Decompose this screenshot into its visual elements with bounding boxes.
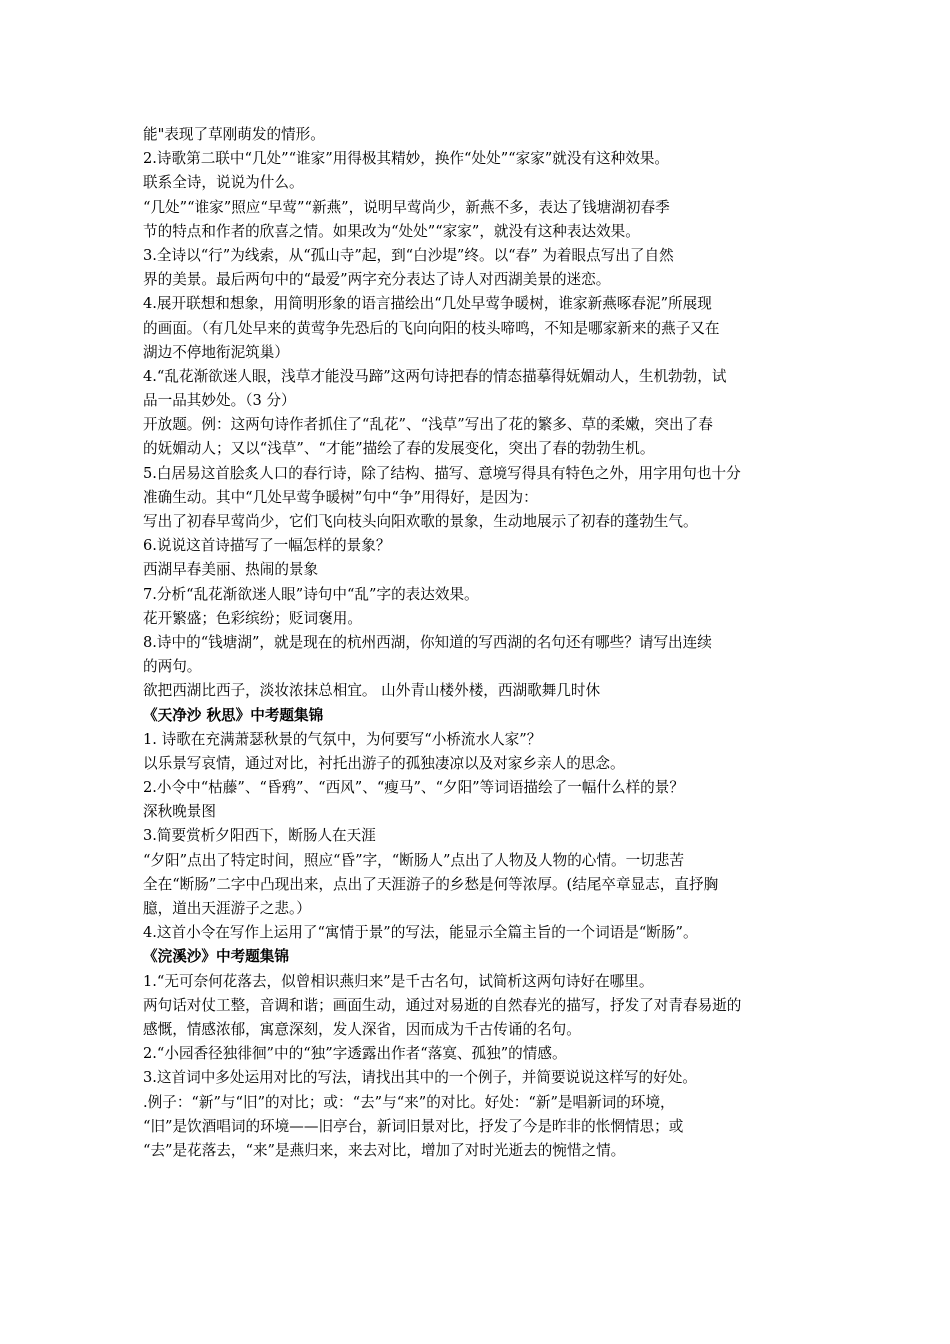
text-line: 4.“乱花渐欲迷人眼，浅草才能没马蹄”这两句诗把春的情态描摹得妩媚动人，生机勃勃，试 xyxy=(143,367,727,385)
text-line: 写出了初春早莺尚少，它们飞向枝头向阳欢歌的景象，生动地展示了初春的蓬勃生气。 xyxy=(143,513,698,530)
text-line: 以乐景写哀情，通过对比，衬托出游子的孤独凄凉以及对家乡亲人的思念。 xyxy=(143,754,625,772)
text-line: 准确生动。其中“几处早莺争暖树”句中“争”用得好，是因为： xyxy=(143,488,538,506)
text-line: 节的特点和作者的欣喜之情。如果改为“处处”“家家”，就没有这种表达效果。 xyxy=(143,222,640,240)
text-line: 臆，道出天涯游子之悲。） xyxy=(143,900,311,917)
text-line: 的两句。 xyxy=(143,658,202,676)
text-line: 8.诗中的“钱塘湖”，就是现在的杭州西湖，你知道的写西湖的名句还有哪些？请写出连续 xyxy=(143,633,712,651)
text-line: 2.诗歌第二联中“几处”“谁家”用得极其精妙，换作“处处”“家家”就没有这种效果。 xyxy=(143,150,670,168)
text-line: 开放题。例：这两句诗作者抓住了“乱花”、“浅草”写出了花的繁多、草的柔嫩，突出了春 xyxy=(143,416,713,434)
text-line: “夕阳”点出了特定时间，照应“昏”字，“断肠人”点出了人物及人物的心情。一切悲苦 xyxy=(143,851,684,869)
text-line: 2.“小园香径独徘徊”中的“独”字透露出作者“落寞、孤独”的情感。 xyxy=(143,1045,567,1063)
text-line: 2.小令中“枯藤”、“昏鸦”、“西风”、“瘦马”、“夕阳”等词语描绘了一幅什么样的景？ xyxy=(143,779,684,797)
text-line: 湖边不停地衔泥筑巢） xyxy=(143,343,289,361)
text-line: “去”是花落去，“来”是燕归来，来去对比，增加了对时光逝去的惋惜之情。 xyxy=(143,1141,626,1159)
text-line: “旧”是饮酒唱词的环境——旧亭台，新词旧景对比，抒发了今是昨非的怅惘情思；或 xyxy=(143,1117,684,1135)
text-line: 界的美景。最后两句中的“最爱”两字充分表达了诗人对西湖美景的迷恋。 xyxy=(143,271,611,289)
text-line: 3.这首词中多处运用对比的写法，请找出其中的一个例子，并简要说说这样写的好处。 xyxy=(143,1069,697,1087)
text-line: 3.简要赏析夕阳西下，断肠人在天涯 xyxy=(143,827,376,845)
section-heading: 《天净沙 秋思》中考题集锦 xyxy=(143,706,324,724)
text-line: 西湖早春美丽、热闹的景象 xyxy=(143,561,319,579)
text-line: 深秋晚景图 xyxy=(143,803,216,821)
document-page xyxy=(143,123,825,1163)
text-line: 感慨，情感浓郁，寓意深刻，发人深省，因而成为千古传诵的名句。 xyxy=(143,1020,581,1038)
text-line: 1.“无可奈何花落去，似曾相识燕归来”是千古名句，试简析这两句诗好在哪里。 xyxy=(143,972,654,990)
text-line: 欲把西湖比西子，淡妆浓抹总相宜。 山外青山楼外楼，西湖歌舞几时休 xyxy=(143,682,601,700)
text-line: 两句话对仗工整，音调和谐；画面生动，通过对易逝的自然春光的描写，抒发了对青春易逝的 xyxy=(143,996,742,1014)
text-line: 7.分析“乱花渐欲迷人眼”诗句中“乱”字的表达效果。 xyxy=(143,585,479,603)
text-line: 的妩媚动人；又以“浅草”、“才能”描绘了春的发展变化，突出了春的勃勃生机。 xyxy=(143,440,655,458)
text-line: 能"表现了草刚萌发的情形。 xyxy=(143,126,325,143)
text-line: 4.展开联想和想象，用简明形象的语言描绘出“几处早莺争暖树，谁家新燕啄春泥”所展现 xyxy=(143,295,712,313)
text-line: 6.说说这首诗描写了一幅怎样的景象？ xyxy=(143,537,391,555)
text-line: 4.这首小令在写作上运用了“寓情于景”的写法，能显示全篇主旨的一个词语是“断肠”。 xyxy=(143,924,698,942)
text-line: 品一品其妙处。（3 分） xyxy=(143,392,296,410)
text-line: 的画面。（有几处早来的黄莺争先恐后的飞向向阳的枝头啼鸣，不知是哪家新来的燕子又在 xyxy=(143,319,720,337)
text-line: 3.全诗以“行”为线索，从“孤山寺”起，到“白沙堤”终。以“春” 为着眼点写出了自然 xyxy=(143,246,674,264)
text-line: 花开繁盛；色彩缤纷；贬词褒用。 xyxy=(143,609,362,627)
text-line: 全在“断肠”二字中凸现出来，点出了天涯游子的乡愁是何等浓厚。(结尾卒章显志，直抒胸 xyxy=(143,875,719,893)
text-line: 1. 诗歌在充满萧瑟秋景的气氛中，为何要写“小桥流水人家”？ xyxy=(143,730,542,748)
text-line: 5.白居易这首脍炙人口的春行诗，除了结构、描写、意境写得具有特色之外，用字用句也十分 xyxy=(143,464,741,482)
text-line: “几处”“谁家”照应“早莺”“新燕”，说明早莺尚少，新燕不多，表达了钱塘湖初春季 xyxy=(143,198,670,216)
section-heading: 《浣溪沙》中考题集锦 xyxy=(143,948,289,966)
text-line: 联系全诗，说说为什么。 xyxy=(143,174,304,192)
text-line: .例子：“新”与“旧”的对比；或：“去”与“来”的对比。好处：“新”是唱新词的环境， xyxy=(143,1093,675,1111)
